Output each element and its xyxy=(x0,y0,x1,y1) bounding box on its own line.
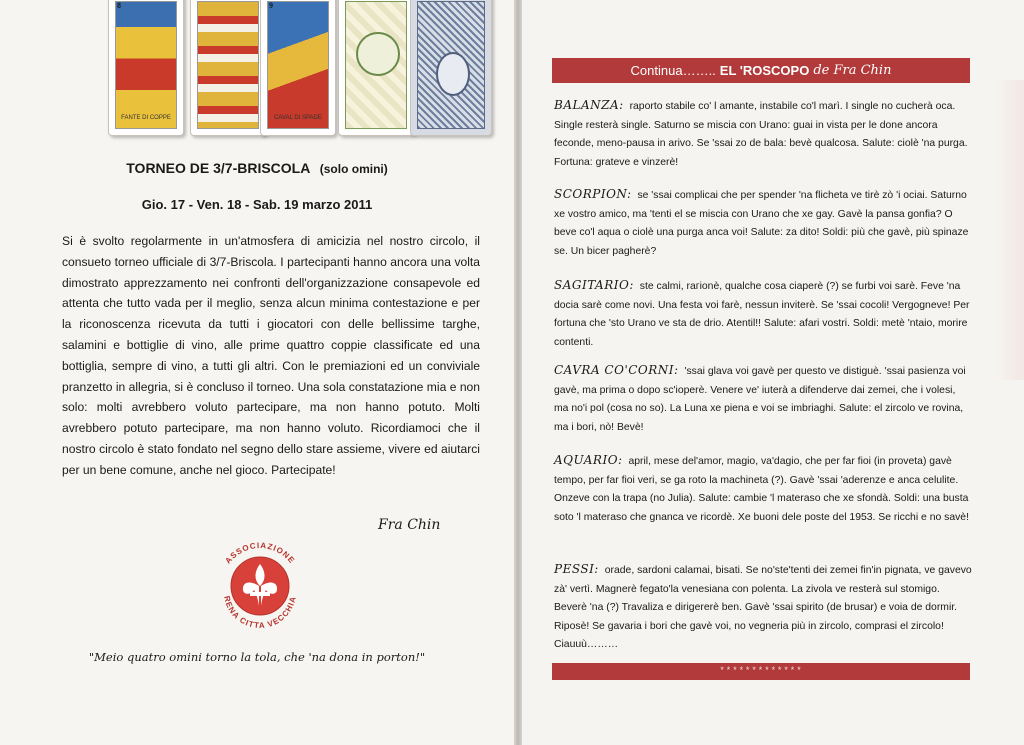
sign-name: BALANZA: xyxy=(554,98,624,112)
sign-name: PESSI: xyxy=(554,562,599,576)
sign-text: se 'ssai complicai che per spender 'na flicheta ve tirè zò 'i ociai. Saturno xe vostro amico, ma 'tenti el se miscia con Urano che xe gay. Gavè la pansa gonfia? O beve co'l aqua o ciolè una purga anca voi! Salute: za dito! Soldi: più che gavè, più spinaze se. Un bicer pagherè? xyxy=(554,190,969,257)
footer-bar: ************* xyxy=(552,663,970,680)
horoscope-entry-sagitario xyxy=(554,276,972,352)
article-body xyxy=(62,231,480,481)
horoscope-entry-cavra-co-corni xyxy=(554,361,972,437)
horoscope-entry-aquario xyxy=(554,451,972,527)
card-king xyxy=(190,0,266,136)
right-page xyxy=(522,0,1024,745)
horoscope-entry-pessi xyxy=(554,560,972,655)
card-corner-number: 9 xyxy=(269,1,273,10)
signature: Fra Chin xyxy=(378,517,441,533)
title-note: (solo omini) xyxy=(319,162,388,176)
card-seal-icon xyxy=(356,32,400,76)
sign-name: SCORPION: xyxy=(554,187,632,201)
card-label: CAVAL DI SPADE xyxy=(274,115,322,121)
title-text: TORNEO DE 3/7-BRISCOLA xyxy=(126,160,310,176)
sign-name: CAVRA CO'CORNI: xyxy=(554,363,679,377)
horoscope-entry-scorpion xyxy=(554,185,972,261)
card-caval-di-spade xyxy=(260,0,336,136)
banner-prefix: Continua…….. xyxy=(630,63,716,78)
card-corner-number: 8 xyxy=(117,1,121,10)
card-back-emblem-icon xyxy=(436,52,470,96)
card-label: FANTE DI COPPE xyxy=(121,115,171,121)
card-fante-di-coppe xyxy=(108,0,184,136)
association-logo xyxy=(210,536,310,636)
horoscope-entry-balanza xyxy=(554,96,972,172)
playing-cards-illustration xyxy=(100,0,500,140)
sign-name: AQUARIO: xyxy=(554,453,623,467)
horoscope-banner xyxy=(552,58,970,83)
sign-name: SAGITARIO: xyxy=(554,278,634,292)
fleur-de-lis-seal-icon xyxy=(210,536,310,636)
banner-author: de Fra Chin xyxy=(813,63,892,78)
sign-text: 'ssai glava voi gavè per questo ve distiguè. 'ssai pasienza voi gavè, ma prima o dopo sc'ioperè. Venere ve' iuterà a difenderve dai zemei, che i volesi, ma no'i pol (cosa no so). La Luna xe piena e voi se imbriaghi. Salute: el zircolo ve rovina, ma i bori, nò! Bevè! xyxy=(554,366,966,433)
closing-quote: "Meio quatro omini torno la tola, che 'na dona in porton!" xyxy=(88,650,426,664)
page-title xyxy=(0,160,514,176)
sign-text: orade, sardoni calamai, bisati. Se no'ste'tenti dei zemei fin'in pignata, ve gavevo zà' vertì. Magnerè fegato'la venesiana con polenta. La zivola ve resterà sul stomigo. Beverè 'na (?) Travaliza e dirigererè ben. Gavè 'ssai spirito (de brusar) e voia de dormir. Riposè! Se gavaria i bori che gavè voi, no vegneria più in zircolo, comprasi el zircolo! Ciauuù……… xyxy=(554,565,972,650)
sign-text: april, mese del'amor, magio, va'dagio, che per far fioi (in proveta) gavè tempo, per far fioi veri, se ga roto la machineta (?). Gavè 'ssai 'aderenze e anca celulite. Onzeve con la trapa (no Julia). Salute: cambie 'l materaso che xe sfondà. Soldi: una busta soto 'l materaso che gnanca ve ricordè. Xe buoni dele poste del 1953. Se ricchi e no savè! xyxy=(554,456,969,523)
page-spine xyxy=(514,0,522,745)
event-dates: Gio. 17 - Ven. 18 - Sab. 19 marzo 2011 xyxy=(141,197,373,212)
svg-text:RENA CITTA VECCHIA: RENA CITTA VECCHIA xyxy=(222,595,298,631)
sign-text: raporto stabile co' l amante, instabile co'l marì. I single no cucherà oca. Single resterà single. Saturno se miscia con Urano: guai in vista per le done ancora feconde, meno-pausa in arivo. Se 'ssai zo de bala: bevè qualcosa. Salute: ciolè 'na purga. Fortuna: grateve e vinzerè! xyxy=(554,101,968,168)
sign-text: ste calmi, rагionè, qualche cosa ciaperè (?) se furbi voi sarè. Feve 'na docia sarè come novi. Una festa voi farè, nessun inviterè. Se 'ssai cocoli! Vergogneve! Per fortuna che 'sto Urano ve sta de drio. Atentil!! Salute: afari vostri. Soldi: metè 'ntaio, morire contenti. xyxy=(554,281,970,348)
banner-title: EL 'ROSCOPO xyxy=(719,63,810,78)
article-paragraph: Si è svolto regolarmente in un'atmosfera di amicizia nel nostro circolo, il consueto torneo ufficiale di 3/7-Briscola. I partecipanti hanno ancora una volta dimostrato apprezzamento nei confronti dell'organizzazione consapevole ed attenta che tutto vada per il meglio, senza alcun minima contestazione e per la riconoscenza ricevuta da tutti i giocatori con delle bellissime targhe, salamini e bottiglie di vino, alle prime quattro coppie classificate ed una bottiglia, sempre di vino, a tutti gli altri. Con le premiazioni ed un conviviale pranzetto in allegria, si è concluso il torneo. Una sola constatazione mia e non solo: molti avrebbero voluto partecipare, ma non hanno potuto. Molti avrebbero potuto partecipare, ma non hanno voluto. Ricordiamoci che il nostro circolo è stato fondato nel segno dello stare assieme, vivere ed aiutarci per un bene comune, anche nel gioco. Partecipate! xyxy=(62,234,480,477)
svg-text:ASSOCIAZIONE: ASSOCIAZIONE xyxy=(223,540,297,566)
card-back xyxy=(410,0,492,136)
card-ace xyxy=(338,0,414,136)
